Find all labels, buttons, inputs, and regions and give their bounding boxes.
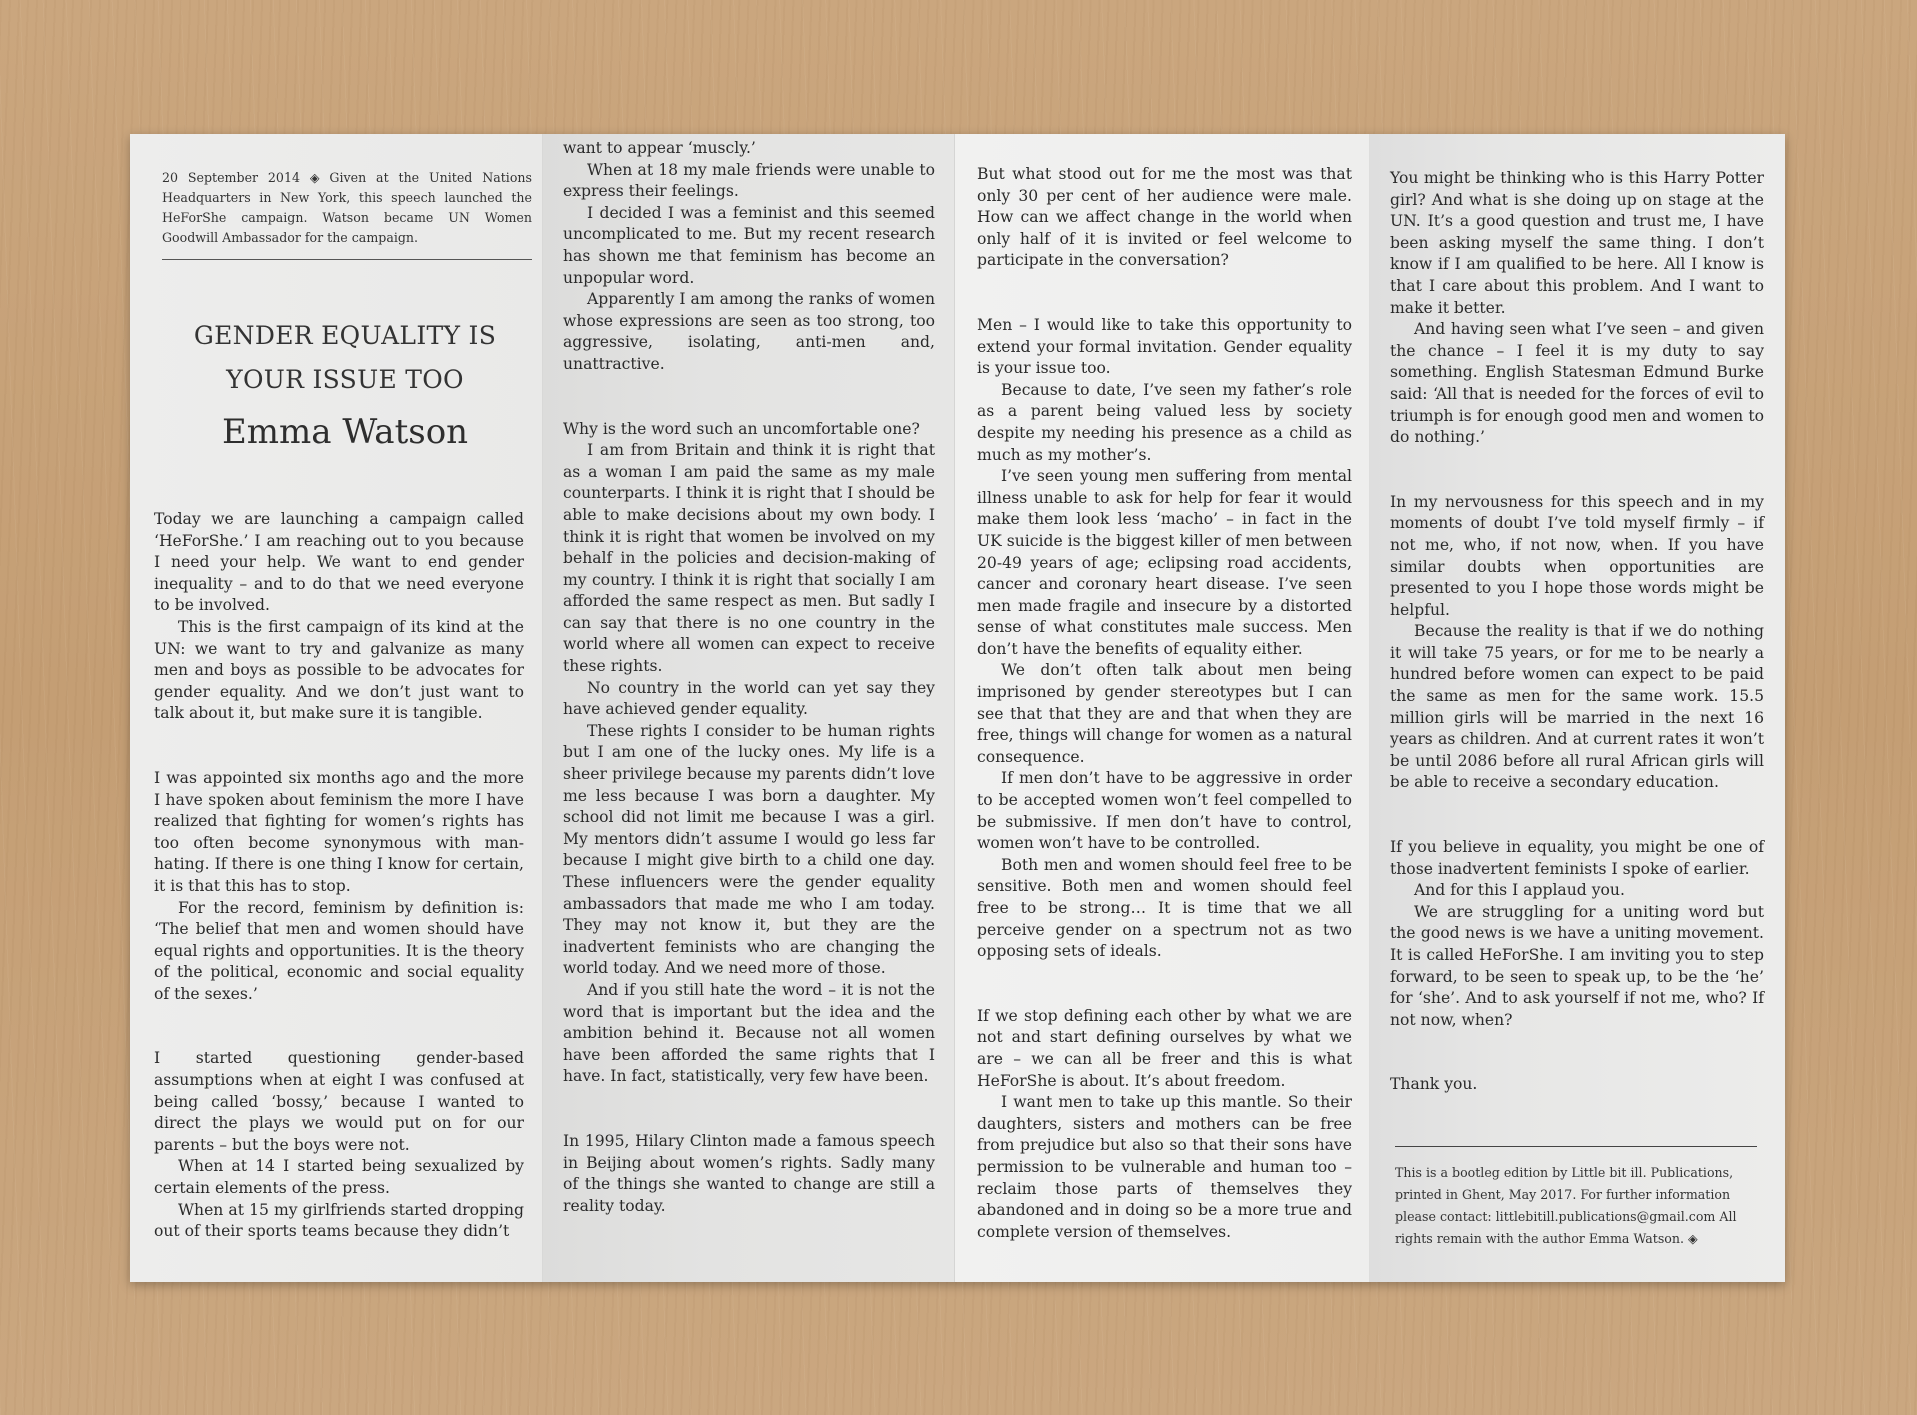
paragraph: And having seen what I’ve seen – and given the chance – I feel it is my duty to say something. English Statesman Edmund Burke said: ‘All that is needed for the forces of evil to triumph is for enough good men and women to do nothing.’: [1390, 320, 1764, 447]
paragraph: I decided I was a feminist and this seemed uncomplicated to me. But my recent research has shown me that feminism has become an unpopular word.: [563, 203, 935, 287]
paragraph: I am from Britain and think it is right that as a woman I am paid the same as my male counterparts. I think it is right that I should be able to make decisions about my own body. I think it is right that women be involved on my behalf in the policies and decision-making of my country. I think it is right that socially I am afforded the same respect as men. But sadly I can say that there is no one country in the world where all women can expect to receive these rights.: [563, 441, 935, 676]
speech-author: Emma Watson: [221, 412, 469, 452]
paragraph: Because to date, I’ve seen my father’s role as a parent being valued less by society despite my needing his presence as a child as much as my mother’s.: [977, 380, 1352, 464]
paragraph: If we stop defining each other by what we are not and start defining ourselves by what we are – we can all be freer and this is what HeForShe is about. It’s about freedom.: [977, 1006, 1352, 1090]
panel-4-text: [1390, 168, 1764, 1096]
panel-3: [955, 134, 1370, 1282]
paragraph: When at 14 I started being sexualized by certain elements of the press.: [154, 1157, 524, 1198]
paragraph: want to appear ‘muscly.’: [563, 139, 756, 157]
title-line-1: GENDER EQUALITY IS: [193, 321, 497, 350]
panel-3-text: [977, 164, 1352, 1243]
paragraph: And if you still hate the word – it is not the word that is important but the idea and the ambition behind it. Because not all women have been afforded the same rights that I have. In fact, statistically, very few have been.: [563, 980, 935, 1086]
panel-1: [130, 134, 543, 1282]
paragraph: Because the reality is that if we do nothing it will take 75 years, or for me to be nearly a hundred before women can expect to be paid the same as men for the same work. 15.5 million girls will be married in the next 16 years as children. And at current rates it won’t be until 2086 before all rural African girls will be able to receive a secondary education.: [1390, 622, 1764, 792]
speech-title: [160, 314, 530, 402]
paragraph: If men don’t have to be aggressive in order to be accepted women won’t feel compelled to be submissive. If men don’t have to control, women won’t have to be controlled.: [977, 769, 1352, 853]
paragraph: We are struggling for a uniting word but the good news is we have a uniting movement. It is called HeForShe. I am inviting you to step forward, to be seen to speak up, to be the ‘he’ for ‘she’. And to ask yourself if not me, who? If not now, when?: [1390, 902, 1764, 1029]
panel-4: [1370, 134, 1785, 1282]
panel-2: [543, 134, 955, 1282]
paragraph: When at 15 my girlfriends started dropping out of their sports teams because they didn’t: [154, 1200, 524, 1241]
paragraph: Men – I would like to take this opportunity to extend your formal invitation. Gender equality is your issue too.: [977, 315, 1352, 378]
paragraph: In 1995, Hilary Clinton made a famous speech in Beijing about women’s rights. Sadly many of the things she wanted to change are still a reality today.: [563, 1131, 935, 1215]
paragraph: Both men and women should feel free to be sensitive. Both men and women should feel free to be strong… It is time that we all perceive gender on a spectrum not as two opposing sets of ideals.: [977, 855, 1352, 961]
paragraph: And for this I applaud you.: [1414, 881, 1625, 900]
paragraph: When at 18 my male friends were unable to express their feelings.: [563, 160, 935, 201]
paragraph: Today we are launching a campaign called ‘HeForShe.’ I am reaching out to you because I need your help. We want to end gender inequality – and to do that we need everyone to be involved.: [154, 510, 524, 615]
speech-meta: 20 September 2014 ◈ Given at the United Nations Headquarters in New York, this speech launched the HeForShe campaign. Watson became UN Women Goodwill Ambassador for the campaign.: [162, 170, 532, 245]
meta-divider: [162, 259, 532, 260]
colophon: This is a bootleg edition by Little bit ill. Publications, printed in Ghent, May 2017. For further information please contact: littlebitill.publications@gmail.com All rights remain with the author Emma Watson. ◈: [1395, 1165, 1737, 1246]
paragraph: We don’t often talk about men being imprisoned by gender stereotypes but I can see that that they are and that when they are free, things will change for women as a natural consequence.: [977, 661, 1352, 766]
paragraph: I want men to take up this mantle. So their daughters, sisters and mothers can be free from prejudice but also so that their sons have permission to be vulnerable and human too – reclaim those parts of themselves they abandoned and in doing so be a more true and complete version of themselves.: [977, 1093, 1352, 1241]
panel-1-text: [154, 509, 524, 1243]
colophon-divider: [1395, 1146, 1757, 1147]
paragraph: No country in the world can yet say they have achieved gender equality.: [563, 678, 935, 719]
paragraph: Why is the word such an uncomfortable one?: [563, 419, 920, 438]
panel-2-text: [563, 138, 935, 1217]
paragraph: In my nervousness for this speech and in my moments of doubt I’ve told myself firmly – if not me, who, if not now, when. If you have similar doubts when opportunities are presented to you I hope those words might be helpful.: [1390, 492, 1764, 619]
title-line-2: YOUR ISSUE TOO: [226, 365, 464, 394]
paragraph: But what stood out for me the most was that only 30 per cent of her audience were male. How can we affect change in the world when only half of it is invited or feel welcome to participate in the conversation?: [977, 165, 1352, 270]
paragraph: I started questioning gender-based assumptions when at eight I was confused at being called ‘bossy,’ because I wanted to direct the plays we would put on for our parents – but the boys were not.: [154, 1049, 524, 1154]
pamphlet-sheet: [130, 134, 1785, 1282]
paragraph: If you believe in equality, you might be one of those inadvertent feminists I spoke of earlier.: [1390, 838, 1764, 878]
paragraph: I was appointed six months ago and the more I have spoken about feminism the more I have realized that fighting for women’s rights has too often become synonymous with man-hating. If there is one thing I know for certain, it is that this has to stop.: [154, 768, 524, 895]
closing-line: Thank you.: [1390, 1075, 1478, 1094]
paragraph: I’ve seen young men suffering from mental illness unable to ask for help for fear it would make them look less ‘macho’ – in fact in the UK suicide is the biggest killer of men between 20-49 years of age; eclipsing road accidents, cancer and coronary heart disease. I’ve seen men made fragile and insecure by a distorted sense of what constitutes male success. Men don’t have the benefits of equality either.: [977, 467, 1353, 658]
paragraph: For the record, feminism by definition is: ‘The belief that men and women should have equal rights and opportunities. It is the theory of the political, economic and social equality of the sexes.’: [154, 898, 524, 1003]
paragraph: You might be thinking who is this Harry Potter girl? And what is she doing up on stage at the UN. It’s a good question and trust me, I have been asking myself the same thing. I don’t know if I am qualified to be here. All I know is that I care about this problem. And I want to make it better.: [1390, 169, 1764, 317]
paragraph: This is the first campaign of its kind at the UN: we want to try and galvanize as many men and boys as possible to be advocates for gender equality. And we don’t just want to talk about it, but make sure it is tangible.: [154, 617, 524, 723]
paragraph: Apparently I am among the ranks of women whose expressions are seen as too strong, too aggressive, isolating, anti-men and, unattractive.: [563, 290, 935, 373]
paragraph: These rights I consider to be human rights but I am one of the lucky ones. My life is a sheer privilege because my parents didn’t love me less because I was born a daughter. My school did not limit me because I was a girl. My mentors didn’t assume I would go less far because I might give birth to a child one day. These influencers were the gender equality ambassadors that made me who I am today. They may not know it, but they are the inadvertent feminists who are changing the world today. And we need more of those.: [563, 721, 935, 978]
